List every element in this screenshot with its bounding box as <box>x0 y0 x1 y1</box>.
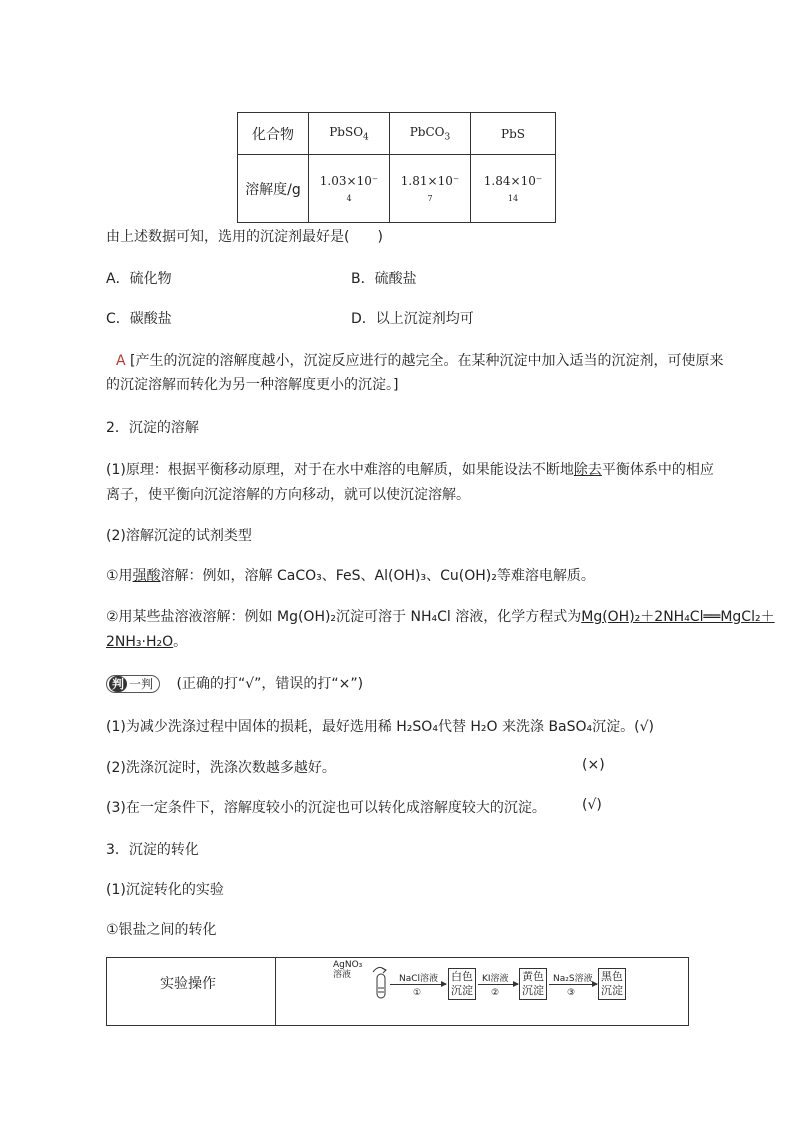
salt-solution-line2: 2NH₃·H₂O。 <box>106 634 188 650</box>
salt-solution-line1: ②用某些盐溶液溶解：例如 Mg(OH)₂沉淀可溶于 NH₄Cl 溶液，化学方程式为Mg(OH)₂＋2NH₄Cl══MgCl₂＋ <box>106 609 775 625</box>
white-precipitate-box: 白色 沉淀 <box>448 968 476 1000</box>
judge-item-3: (3)在一定条件下，溶解度较小的沉淀也可以转化成溶解度较大的沉淀。 <box>106 800 546 816</box>
section3-sub2: ①银盐之间的转化 <box>106 922 217 938</box>
principle-line1: (1)原理：根据平衡移动原理，对于在水中难溶的电解质，如果能设法不断地除去平衡体系中的相应 <box>106 462 714 478</box>
experiment-label: 实验操作 <box>160 976 216 992</box>
step3-label: Na₂S溶液 <box>553 974 593 984</box>
option-b: B．硫酸盐 <box>351 271 417 287</box>
option-c: C．碳酸盐 <box>106 311 172 327</box>
test-tube-icon <box>365 962 395 1002</box>
step1-number: ① <box>413 988 422 998</box>
step1-label: NaCl溶液 <box>399 974 439 984</box>
arrow-icon <box>478 984 518 985</box>
table-cell: 1.81×10⁻ 7 <box>390 155 471 223</box>
judge-instruction: (正确的打“√”，错误的打“×”) <box>176 676 364 692</box>
experiment-table <box>106 957 689 1026</box>
table-header-pbso4: PbSO$_4$ <box>309 113 390 155</box>
principle-line2: 离子，使平衡向沉淀溶解的方向移动，就可以使沉淀溶解。 <box>106 487 470 503</box>
arrow-icon <box>549 984 597 985</box>
section3-sub1: (1)沉淀转化的实验 <box>106 882 224 898</box>
option-d: D．以上沉淀剂均可 <box>351 311 474 327</box>
judge-tag-icon: 判 一判 <box>106 675 160 693</box>
judge-item-2: (2)洗涤沉淀时，洗涤次数越多越好。 <box>106 760 336 776</box>
judge-header <box>106 673 363 693</box>
step2-label: KI溶液 <box>482 974 509 984</box>
arrow-icon <box>390 984 446 985</box>
black-precipitate-box: 黑色 沉淀 <box>598 968 626 1000</box>
reagent-types: (2)溶解沉淀的试剂类型 <box>106 528 252 544</box>
table-row-label: 溶解度/g <box>238 155 309 223</box>
judge-mark-2: (×) <box>582 757 605 773</box>
question-text: 由上述数据可知，选用的沉淀剂最好是( ) <box>106 229 383 245</box>
table-cell: 1.84×10⁻ 14 <box>471 155 556 223</box>
option-a: A．硫化物 <box>106 271 172 287</box>
step3-number: ③ <box>567 988 576 998</box>
answer-line1 <box>116 350 724 370</box>
table-cell: 1.03×10⁻ 4 <box>309 155 390 223</box>
step2-number: ② <box>491 988 500 998</box>
judge-mark-3: (√) <box>582 797 602 813</box>
answer-letter: A <box>116 353 126 369</box>
section3-title: 3．沉淀的转化 <box>106 842 199 858</box>
answer-explanation: [产生的沉淀的溶解度越小，沉淀反应进行的越完全。在某种沉淀中加入适当的沉淀剂，可使原来 <box>130 353 724 369</box>
strong-acid-line: ①用强酸溶解：例如，溶解 CaCO₃、FeS、Al(OH)₃、Cu(OH)₂等难溶电解质。 <box>106 568 595 584</box>
reagent-label: AgNO₃ 溶液 <box>333 960 363 980</box>
table-header-pbs: PbS <box>471 113 556 155</box>
table-header-pbco3: PbCO$_3$ <box>390 113 471 155</box>
judge-item-1: (1)为减少洗涤过程中固体的损耗，最好选用稀 H₂SO₄代替 H₂O 来洗涤 BaSO₄沉淀。(√) <box>106 719 654 735</box>
experiment-label-cell <box>107 958 276 1025</box>
solubility-table <box>237 112 556 223</box>
answer-line2: 的沉淀溶解而转化为另一种溶解度更小的沉淀。] <box>106 377 399 393</box>
table-header-compound: 化合物 <box>238 113 309 155</box>
yellow-precipitate-box: 黄色 沉淀 <box>519 968 547 1000</box>
section2-title: 2．沉淀的溶解 <box>106 420 199 436</box>
